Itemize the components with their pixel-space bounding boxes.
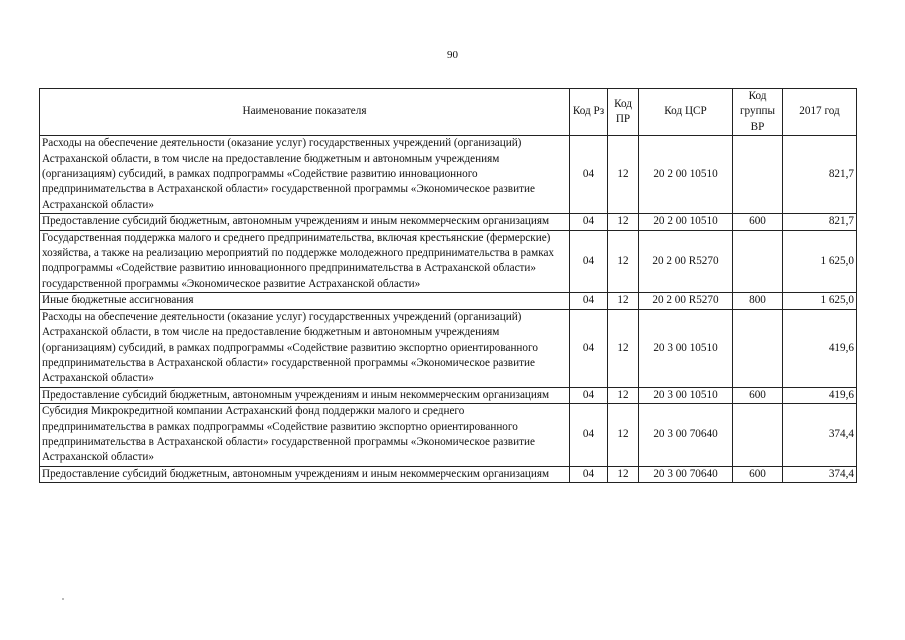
cell-pr: 12 [608, 466, 639, 482]
cell-rz: 04 [570, 214, 608, 230]
cell-name: Предоставление субсидий бюджетным, автономным учреждениям и иным некоммерческим организациям [40, 214, 570, 230]
cell-name: Субсидия Микрокредитной компании Астраханский фонд поддержки малого и среднего предпринимательства в рамках подпрограммы «Содействие развитию экспортно ориентированного предпринимательства в Астраханской области» государственной программы «Экономическое развитие Астраханской области» [40, 404, 570, 467]
cell-amount: 419,6 [783, 387, 857, 403]
cell-name: Расходы на обеспечение деятельности (оказание услуг) государственных учреждений (организаций) Астраханской области, в том числе на предоставление бюджетным и автономным учреждениям (организациям) субсидий, в рамках подпрограммы «Содействие развитию экспортно ориентированного предпринимательства в Астраханской области» государственной программы «Экономическое развитие Астраханской области» [40, 309, 570, 387]
cell-csr: 20 3 00 70640 [639, 466, 733, 482]
cell-csr: 20 3 00 10510 [639, 309, 733, 387]
cell-pr: 12 [608, 230, 639, 293]
cell-amount: 821,7 [783, 214, 857, 230]
cell-rz: 04 [570, 136, 608, 214]
cell-amount: 821,7 [783, 136, 857, 214]
table-row [40, 136, 857, 214]
cell-vr: 800 [733, 293, 783, 309]
cell-amount: 374,4 [783, 466, 857, 482]
cell-csr: 20 3 00 10510 [639, 387, 733, 403]
table-row [40, 309, 857, 387]
cell-name: Иные бюджетные ассигнования [40, 293, 570, 309]
table-row [40, 466, 857, 482]
cell-rz: 04 [570, 466, 608, 482]
table-row [40, 387, 857, 403]
cell-name: Расходы на обеспечение деятельности (оказание услуг) государственных учреждений (организаций) Астраханской области, в том числе на предоставление бюджетным и автономным учреждениям (организациям) субсидий, в рамках подпрограммы «Содействие развитию инновационного предпринимательства в Астраханской области» государственной программы «Экономическое развитие Астраханской области» [40, 136, 570, 214]
header-pr: Код ПР [608, 89, 639, 136]
cell-csr: 20 2 00 10510 [639, 136, 733, 214]
table-row [40, 293, 857, 309]
cell-csr: 20 2 00 R5270 [639, 230, 733, 293]
table-body [40, 136, 857, 483]
table-row [40, 214, 857, 230]
cell-pr: 12 [608, 387, 639, 403]
cell-pr: 12 [608, 293, 639, 309]
cell-vr: 600 [733, 214, 783, 230]
cell-pr: 12 [608, 214, 639, 230]
cell-vr [733, 404, 783, 467]
table-row [40, 230, 857, 293]
page-number: 90 [447, 49, 458, 61]
cell-vr: 600 [733, 387, 783, 403]
budget-table [39, 88, 857, 483]
cell-vr: 600 [733, 466, 783, 482]
cell-rz: 04 [570, 387, 608, 403]
cell-csr: 20 3 00 70640 [639, 404, 733, 467]
cell-name: Предоставление субсидий бюджетным, автономным учреждениям и иным некоммерческим организациям [40, 466, 570, 482]
cell-pr: 12 [608, 309, 639, 387]
header-name: Наименование показателя [40, 89, 570, 136]
cell-rz: 04 [570, 404, 608, 467]
table-header-row [40, 89, 857, 136]
cell-pr: 12 [608, 404, 639, 467]
cell-vr [733, 230, 783, 293]
cell-amount: 1 625,0 [783, 293, 857, 309]
cell-vr [733, 309, 783, 387]
cell-name: Предоставление субсидий бюджетным, автономным учреждениям и иным некоммерческим организациям [40, 387, 570, 403]
cell-rz: 04 [570, 230, 608, 293]
cell-amount: 1 625,0 [783, 230, 857, 293]
cell-csr: 20 2 00 R5270 [639, 293, 733, 309]
cell-vr [733, 136, 783, 214]
cell-amount: 374,4 [783, 404, 857, 467]
cell-csr: 20 2 00 10510 [639, 214, 733, 230]
table-row [40, 404, 857, 467]
header-csr: Код ЦСР [639, 89, 733, 136]
header-year: 2017 год [783, 89, 857, 136]
header-rz: Код Рз [570, 89, 608, 136]
cell-amount: 419,6 [783, 309, 857, 387]
cell-rz: 04 [570, 293, 608, 309]
header-vr: Код группы ВР [733, 89, 783, 136]
scan-speck [62, 598, 64, 600]
cell-pr: 12 [608, 136, 639, 214]
cell-name: Государственная поддержка малого и среднего предпринимательства, включая крестьянские (фермерские) хозяйства, а также на реализацию мероприятий по поддержке молодежного предпринимательства в рамках подпрограммы «Содействие развитию инновационного предпринимательства в Астраханской области» государственной программы «Экономическое развитие Астраханской области» [40, 230, 570, 293]
cell-rz: 04 [570, 309, 608, 387]
